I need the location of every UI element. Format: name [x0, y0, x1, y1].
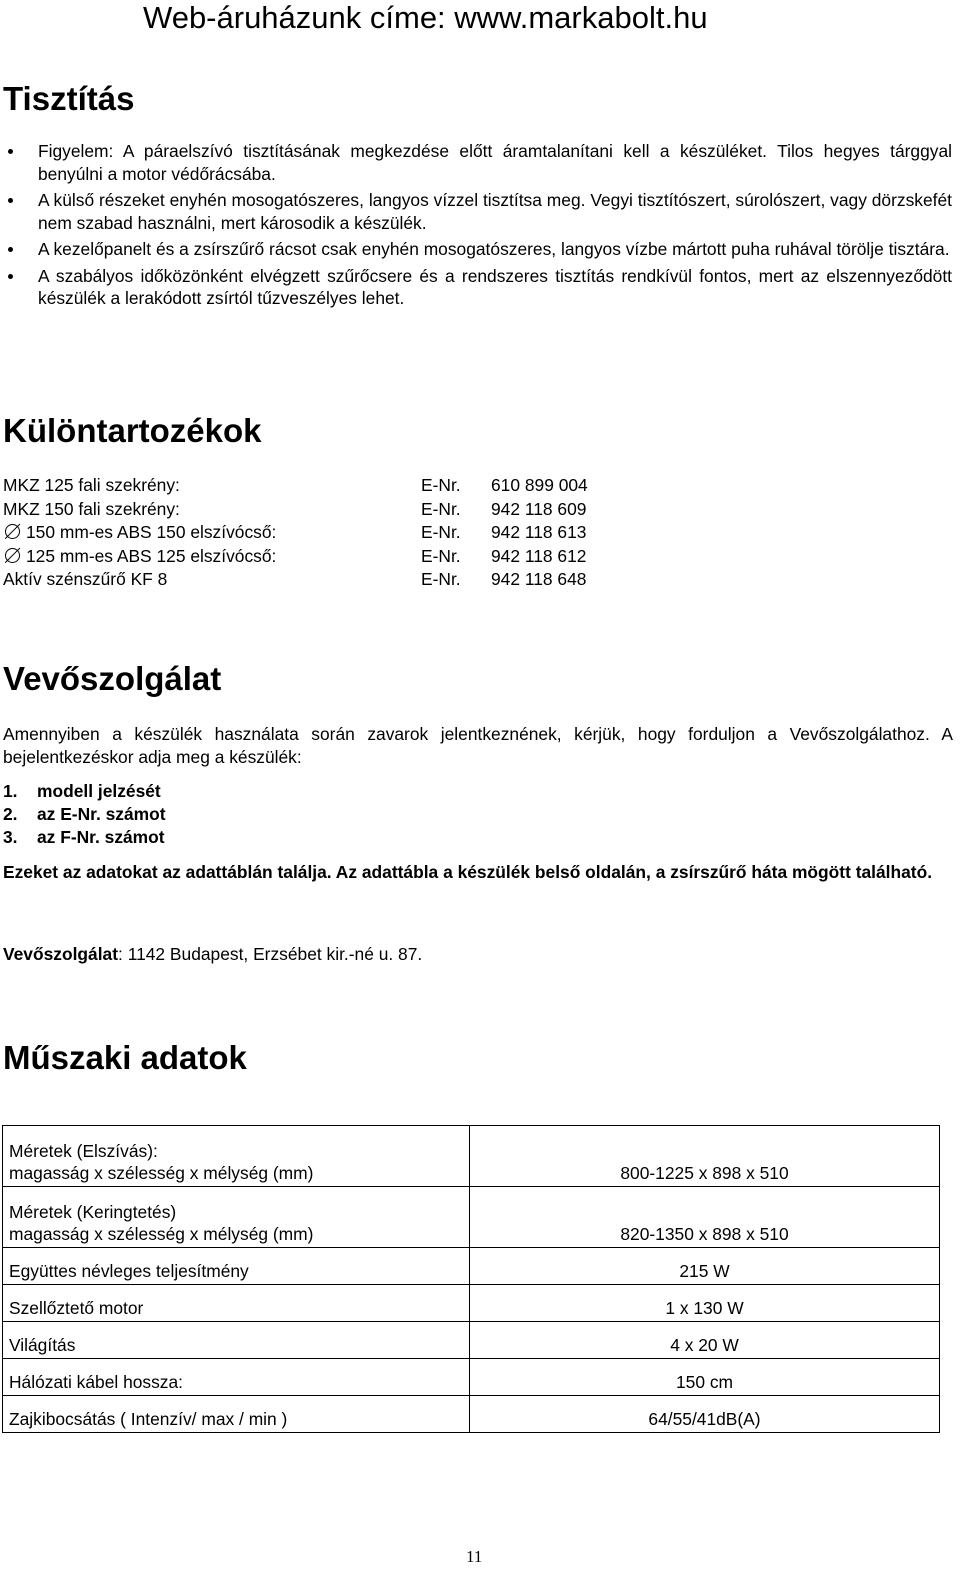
spec-row [3, 1322, 940, 1359]
step-number: 1. [3, 781, 18, 801]
spec-value: 4 x 20 W [470, 1322, 940, 1359]
spec-row [3, 1359, 940, 1396]
spec-row [3, 1248, 940, 1285]
spec-row [3, 1126, 940, 1187]
accessory-enr-prefix: E-Nr. [421, 522, 461, 542]
service-title: Vevőszolgálat [3, 660, 222, 697]
diameter-icon [5, 524, 20, 539]
accessory-enr-prefix: E-Nr. [421, 498, 461, 519]
accessory-row [3, 568, 588, 592]
service-address-value: : 1142 Budapest, Erzsébet kir.-né u. 87. [118, 944, 423, 964]
accessory-number: 942 118 612 [491, 545, 587, 566]
service-note: Ezeket az adatokat az adattáblán találja. Az adattábla a készülék belső oldalán, a zsírszűrő háta mögött található. [3, 862, 933, 882]
accessory-enr-prefix: E-Nr. [421, 569, 461, 589]
accessory-enr-prefix: E-Nr. [421, 475, 461, 495]
cleaning-title: Tisztítás [3, 80, 135, 117]
spec-value: 150 cm [470, 1359, 940, 1396]
accessories-title: Különtartozékok [3, 412, 262, 449]
specs-title: Műszaki adatok [3, 1039, 247, 1076]
accessory-name: 125 mm-es ABS 125 elszívócső: [26, 545, 277, 566]
accessory-number: 610 899 004 [491, 475, 588, 495]
step-number: 3. [3, 827, 18, 847]
page-number: 11 [466, 1547, 483, 1566]
spec-value: 1 x 130 W [470, 1285, 940, 1322]
accessory-number: 942 118 648 [491, 569, 587, 589]
spec-label-line: Méretek (Keringtetés) [9, 1202, 177, 1222]
bullet-dot-icon [8, 247, 13, 252]
spec-label-line: magasság x szélesség x mélység (mm) [9, 1163, 314, 1183]
accessory-name: MKZ 125 fali szekrény: [3, 475, 180, 495]
spec-row [3, 1187, 940, 1248]
cleaning-bullet-item [0, 189, 960, 234]
service-steps-list [3, 780, 166, 849]
service-step [3, 826, 166, 849]
accessories-table [3, 474, 588, 592]
cleaning-bullet-item [0, 265, 960, 310]
bullet-dot-icon [8, 274, 13, 279]
spec-label: Együttes névleges teljesítmény [3, 1248, 470, 1285]
specs-table [2, 1125, 940, 1433]
step-text: modell jelzését [37, 781, 161, 801]
spec-label-line: magasság x szélesség x mélység (mm) [9, 1224, 314, 1244]
accessory-row [3, 498, 588, 522]
accessory-name: Aktív szénszűrő KF 8 [3, 569, 168, 589]
bullet-dot-icon [8, 149, 13, 154]
cleaning-bullet-item [0, 140, 960, 185]
page-header-url: Web-áruházunk címe: www.markabolt.hu [143, 0, 708, 35]
spec-label: Világítás [3, 1322, 470, 1359]
accessory-enr-prefix: E-Nr. [421, 545, 461, 566]
accessory-row [3, 474, 588, 498]
accessory-name: MKZ 150 fali szekrény: [3, 498, 180, 519]
bullet-dot-icon [8, 198, 13, 203]
spec-label: Szellőztető motor [3, 1285, 470, 1322]
service-intro: Amennyiben a készülék használata során zavarok jelentkeznének, kérjük, hogy forduljon a Vevőszolgálathoz. A bejelentkezéskor adja meg a készülék: [3, 724, 953, 767]
spec-value: 215 W [470, 1248, 940, 1285]
accessory-name-cell [3, 545, 421, 569]
accessory-number: 942 118 613 [491, 522, 587, 542]
step-number: 2. [3, 804, 18, 824]
cleaning-bullet-text: A szabályos időközönként elvégzett szűrőcsere és a rendszeres tisztítás rendkívül fontos, mert az elszennyeződött készülék a lerakódott zsírtól tűzveszélyes lehet. [38, 265, 952, 308]
accessory-number: 942 118 609 [491, 498, 587, 519]
cleaning-bullet-text: Figyelem: A páraelszívó tisztításának megkezdése előtt áramtalanítani kell a készüléket. Tilos hegyes tárggyal benyúlni a motor védőrácsába. [38, 141, 952, 184]
spec-value: 800-1225 x 898 x 510 [470, 1126, 940, 1187]
diameter-icon [5, 548, 20, 563]
spec-row [3, 1285, 940, 1322]
spec-value: 820-1350 x 898 x 510 [470, 1187, 940, 1248]
service-step [3, 780, 166, 803]
step-text: az E-Nr. számot [37, 804, 166, 824]
spec-row [3, 1396, 940, 1433]
accessory-row [3, 545, 588, 569]
spec-label [3, 1187, 470, 1248]
accessory-name: 150 mm-es ABS 150 elszívócső: [26, 522, 277, 542]
spec-label-line: Méretek (Elszívás): [9, 1141, 158, 1161]
cleaning-bullet-item [0, 238, 960, 261]
spec-label [3, 1126, 470, 1187]
spec-label: Zajkibocsátás ( Intenzív/ max / min ) [3, 1396, 470, 1433]
step-text: az F-Nr. számot [37, 827, 165, 847]
cleaning-bullet-text: A kezelőpanelt és a zsírszűrő rácsot csak enyhén mosogatószeres, langyos vízbe mártott puha ruhával törölje tisztára. [38, 239, 950, 259]
accessory-row [3, 521, 588, 545]
cleaning-bullet-list [0, 140, 960, 314]
accessory-name-cell [3, 521, 421, 545]
cleaning-bullet-text: A külső részeket enyhén mosogatószeres, langyos vízzel tisztítsa meg. Vegyi tisztítószert, súrolószert, vagy dörzskefét nem szabad használni, mert károsodik a készülék. [38, 190, 952, 233]
spec-label: Hálózati kábel hossza: [3, 1359, 470, 1396]
service-address-label: Vevőszolgálat [3, 944, 119, 964]
service-step [3, 803, 166, 826]
spec-value: 64/55/41dB(A) [470, 1396, 940, 1433]
service-address [3, 943, 953, 966]
